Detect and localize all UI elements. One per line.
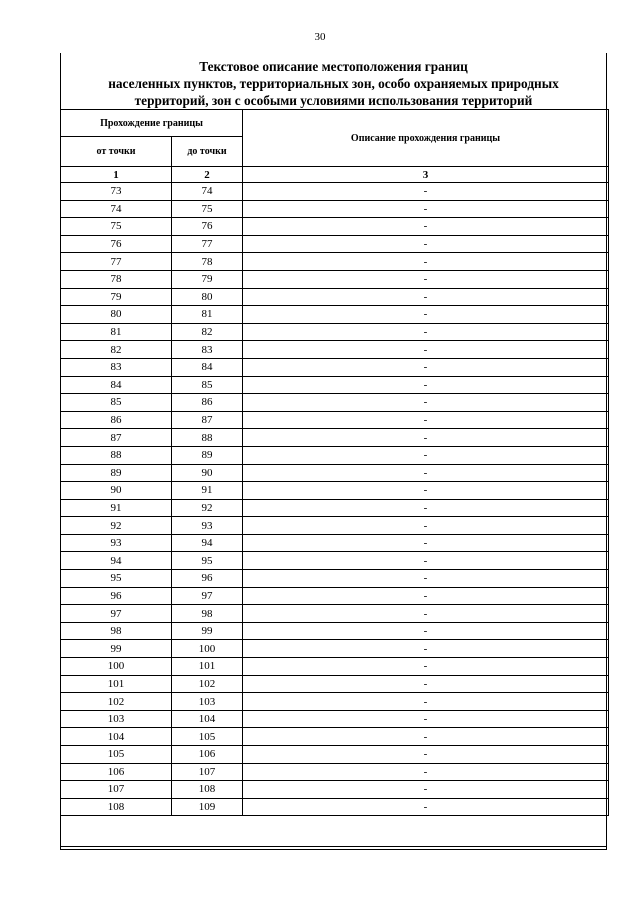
cell-from-point: 84 [61, 376, 172, 394]
document-frame [60, 53, 607, 850]
cell-description: - [243, 552, 609, 570]
cell-description: - [243, 446, 609, 464]
cell-to-point: 106 [172, 746, 243, 764]
cell-from-point: 101 [61, 675, 172, 693]
bottom-border-line [60, 846, 607, 847]
header-boundary-passage: Прохождение границы [61, 110, 243, 137]
table-row [61, 235, 609, 253]
table-row [61, 517, 609, 535]
table-row [61, 183, 609, 201]
cell-from-point: 100 [61, 658, 172, 676]
page-number: 30 [314, 31, 326, 43]
cell-from-point: 99 [61, 640, 172, 658]
table-row [61, 675, 609, 693]
cell-from-point: 105 [61, 746, 172, 764]
cell-to-point: 98 [172, 605, 243, 623]
cell-description: - [243, 622, 609, 640]
cell-to-point: 92 [172, 499, 243, 517]
table-row [61, 746, 609, 764]
cell-from-point: 93 [61, 534, 172, 552]
cell-to-point: 95 [172, 552, 243, 570]
cell-to-point: 85 [172, 376, 243, 394]
cell-description: - [243, 429, 609, 447]
cell-description: - [243, 288, 609, 306]
cell-description: - [243, 658, 609, 676]
table-row [61, 640, 609, 658]
cell-description: - [243, 693, 609, 711]
cell-to-point: 86 [172, 394, 243, 412]
cell-to-point: 102 [172, 675, 243, 693]
cell-from-point: 92 [61, 517, 172, 535]
cell-description: - [243, 464, 609, 482]
table-row [61, 411, 609, 429]
title-line-3: территорий, зон с особыми условиями использования территорий [134, 93, 533, 108]
cell-description: - [243, 798, 609, 816]
cell-from-point: 106 [61, 763, 172, 781]
table-row [61, 605, 609, 623]
table-body [61, 183, 609, 816]
table-row [61, 429, 609, 447]
column-number-3: 3 [243, 167, 609, 183]
cell-from-point: 89 [61, 464, 172, 482]
cell-to-point: 84 [172, 358, 243, 376]
cell-description: - [243, 306, 609, 324]
column-number-1: 1 [61, 167, 172, 183]
cell-description: - [243, 517, 609, 535]
table-row [61, 798, 609, 816]
cell-description: - [243, 253, 609, 271]
cell-from-point: 81 [61, 323, 172, 341]
header-description: Описание прохождения границы [243, 110, 609, 167]
table-row [61, 288, 609, 306]
cell-description: - [243, 570, 609, 588]
cell-description: - [243, 411, 609, 429]
table-row [61, 499, 609, 517]
table-row [61, 587, 609, 605]
cell-from-point: 85 [61, 394, 172, 412]
table-row [61, 394, 609, 412]
table-row [61, 253, 609, 271]
cell-description: - [243, 235, 609, 253]
cell-to-point: 99 [172, 622, 243, 640]
table-row [61, 306, 609, 324]
cell-from-point: 98 [61, 622, 172, 640]
cell-description: - [243, 499, 609, 517]
cell-to-point: 89 [172, 446, 243, 464]
column-number-2: 2 [172, 167, 243, 183]
cell-description: - [243, 587, 609, 605]
cell-to-point: 90 [172, 464, 243, 482]
cell-to-point: 96 [172, 570, 243, 588]
cell-to-point: 81 [172, 306, 243, 324]
cell-description: - [243, 183, 609, 201]
cell-from-point: 75 [61, 218, 172, 236]
header-from-point: от точки [61, 137, 172, 167]
cell-description: - [243, 270, 609, 288]
table-row [61, 358, 609, 376]
cell-from-point: 96 [61, 587, 172, 605]
cell-to-point: 101 [172, 658, 243, 676]
cell-description: - [243, 394, 609, 412]
cell-description: - [243, 763, 609, 781]
cell-description: - [243, 482, 609, 500]
cell-description: - [243, 358, 609, 376]
bottom-border-line-2 [60, 849, 607, 850]
cell-description: - [243, 640, 609, 658]
cell-to-point: 107 [172, 763, 243, 781]
title-line-2: населенных пунктов, территориальных зон, особо охраняемых природных [108, 76, 559, 91]
cell-to-point: 74 [172, 183, 243, 201]
cell-from-point: 90 [61, 482, 172, 500]
cell-to-point: 80 [172, 288, 243, 306]
title-line-1: Текстовое описание местоположения границ [199, 59, 468, 74]
table-row [61, 728, 609, 746]
table-row [61, 781, 609, 799]
cell-description: - [243, 534, 609, 552]
table-row [61, 464, 609, 482]
cell-to-point: 93 [172, 517, 243, 535]
table-row [61, 200, 609, 218]
cell-description: - [243, 746, 609, 764]
cell-from-point: 108 [61, 798, 172, 816]
cell-from-point: 80 [61, 306, 172, 324]
table-row [61, 323, 609, 341]
cell-to-point: 82 [172, 323, 243, 341]
table-row [61, 341, 609, 359]
cell-description: - [243, 323, 609, 341]
cell-description: - [243, 376, 609, 394]
cell-to-point: 105 [172, 728, 243, 746]
cell-from-point: 74 [61, 200, 172, 218]
cell-description: - [243, 218, 609, 236]
cell-description: - [243, 675, 609, 693]
cell-from-point: 73 [61, 183, 172, 201]
cell-from-point: 95 [61, 570, 172, 588]
table-row [61, 570, 609, 588]
cell-description: - [243, 200, 609, 218]
table-row [61, 218, 609, 236]
cell-from-point: 107 [61, 781, 172, 799]
cell-to-point: 91 [172, 482, 243, 500]
cell-to-point: 83 [172, 341, 243, 359]
cell-to-point: 76 [172, 218, 243, 236]
cell-to-point: 94 [172, 534, 243, 552]
cell-from-point: 83 [61, 358, 172, 376]
table-row [61, 270, 609, 288]
cell-to-point: 97 [172, 587, 243, 605]
cell-to-point: 108 [172, 781, 243, 799]
cell-from-point: 94 [61, 552, 172, 570]
cell-to-point: 87 [172, 411, 243, 429]
table-row [61, 446, 609, 464]
header-to-point: до точки [172, 137, 243, 167]
document-title [60, 58, 607, 109]
cell-description: - [243, 781, 609, 799]
cell-to-point: 104 [172, 710, 243, 728]
cell-to-point: 79 [172, 270, 243, 288]
cell-from-point: 88 [61, 446, 172, 464]
cell-to-point: 103 [172, 693, 243, 711]
table-row [61, 552, 609, 570]
table-row [61, 658, 609, 676]
cell-to-point: 78 [172, 253, 243, 271]
boundary-table [60, 109, 609, 816]
cell-description: - [243, 341, 609, 359]
cell-to-point: 88 [172, 429, 243, 447]
cell-to-point: 109 [172, 798, 243, 816]
table-row [61, 710, 609, 728]
cell-to-point: 77 [172, 235, 243, 253]
cell-from-point: 97 [61, 605, 172, 623]
cell-to-point: 75 [172, 200, 243, 218]
cell-from-point: 102 [61, 693, 172, 711]
table-row [61, 763, 609, 781]
cell-from-point: 82 [61, 341, 172, 359]
table-row [61, 482, 609, 500]
cell-description: - [243, 710, 609, 728]
cell-from-point: 79 [61, 288, 172, 306]
cell-description: - [243, 605, 609, 623]
cell-from-point: 91 [61, 499, 172, 517]
cell-from-point: 76 [61, 235, 172, 253]
table-row [61, 622, 609, 640]
table-row [61, 693, 609, 711]
cell-to-point: 100 [172, 640, 243, 658]
table-row [61, 376, 609, 394]
cell-from-point: 103 [61, 710, 172, 728]
cell-from-point: 78 [61, 270, 172, 288]
cell-from-point: 86 [61, 411, 172, 429]
cell-from-point: 104 [61, 728, 172, 746]
cell-from-point: 87 [61, 429, 172, 447]
cell-from-point: 77 [61, 253, 172, 271]
cell-description: - [243, 728, 609, 746]
table-row [61, 534, 609, 552]
